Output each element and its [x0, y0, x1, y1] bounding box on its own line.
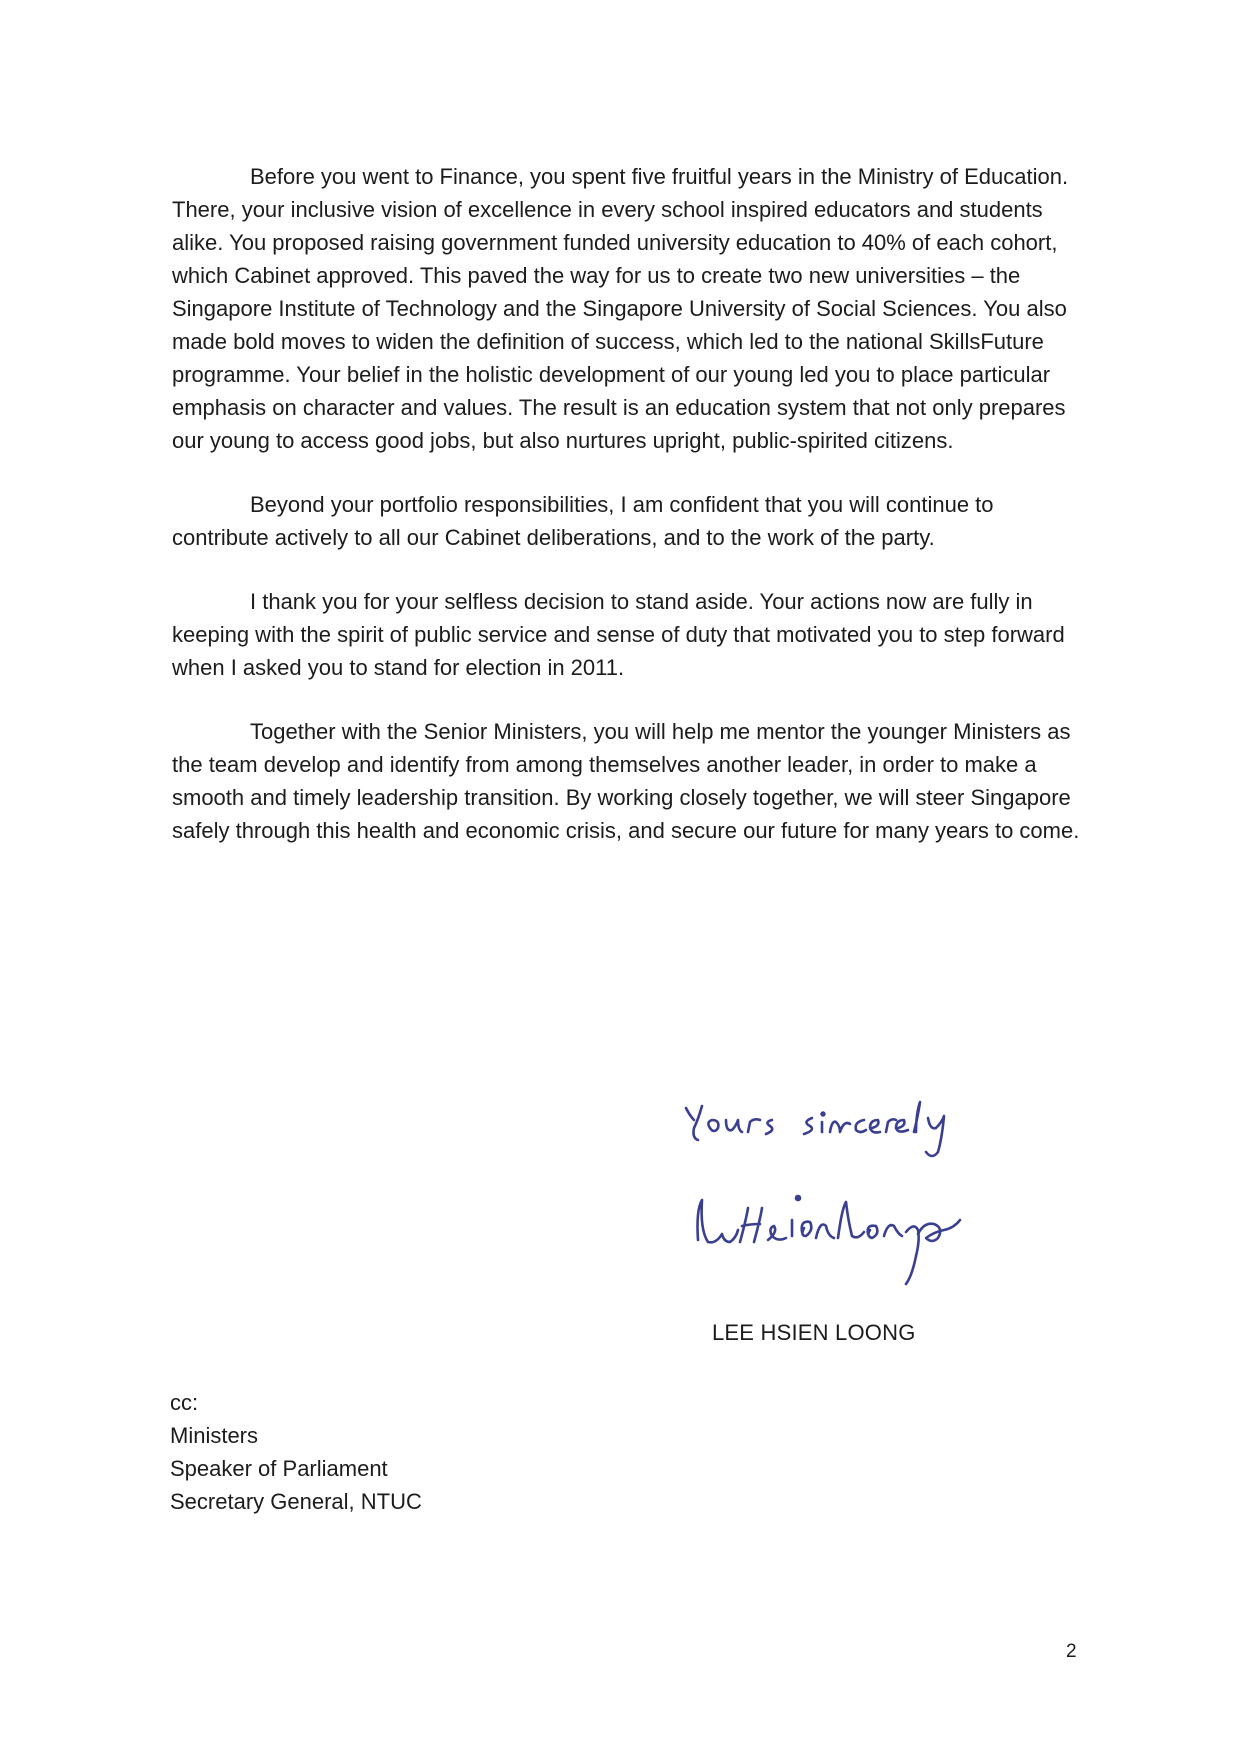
- handwritten-signature: [688, 1180, 988, 1290]
- paragraph-education: Before you went to Finance, you spent five fruitful years in the Ministry of Education. There, your inclusive vision of excellence in every school inspired educators and students alike. You proposed raising government funded university education to 40% of each cohort, which Cabinet approved. This paved the way for us to create two new universities – the Singapore Institute of Technology and the Singapore University of Social Sciences. You also made bold moves to widen the definition of success, which led to the national SkillsFuture programme. Your belief in the holistic development of our young led you to place particular emphasis on character and values. The result is an education system that not only prepares our young to access good jobs, but also nurtures upright, public-spirited citizens.: [172, 164, 1069, 453]
- cc-recipient: Ministers: [170, 1423, 259, 1448]
- cc-block: [170, 1386, 422, 1518]
- handwritten-closing: [680, 1098, 970, 1158]
- cc-label: cc:: [170, 1390, 199, 1415]
- cc-recipient: Speaker of Parliament: [170, 1456, 388, 1481]
- letter-body: [172, 160, 1082, 878]
- paragraph-transition: Together with the Senior Ministers, you will help me mentor the younger Ministers as the team develop and identify from among themselves another leader, in order to make a smooth and timely leadership transition. By working closely together, we will steer Singapore safely through this health and economic crisis, and secure our future for many years to come.: [172, 719, 1080, 843]
- cc-recipient: Secretary General, NTUC: [170, 1489, 422, 1514]
- paragraph-portfolio: Beyond your portfolio responsibilities, I am confident that you will continue to contribute actively to all our Cabinet deliberations, and to the work of the party.: [172, 492, 994, 550]
- page-number: 2: [1066, 1641, 1077, 1662]
- paragraph-thanks: I thank you for your selfless decision to stand aside. Your actions now are fully in keeping with the spirit of public service and sense of duty that motivated you to step forward when I asked you to stand for election in 2011.: [172, 589, 1065, 680]
- signer-name: LEE HSIEN LOONG: [712, 1320, 916, 1345]
